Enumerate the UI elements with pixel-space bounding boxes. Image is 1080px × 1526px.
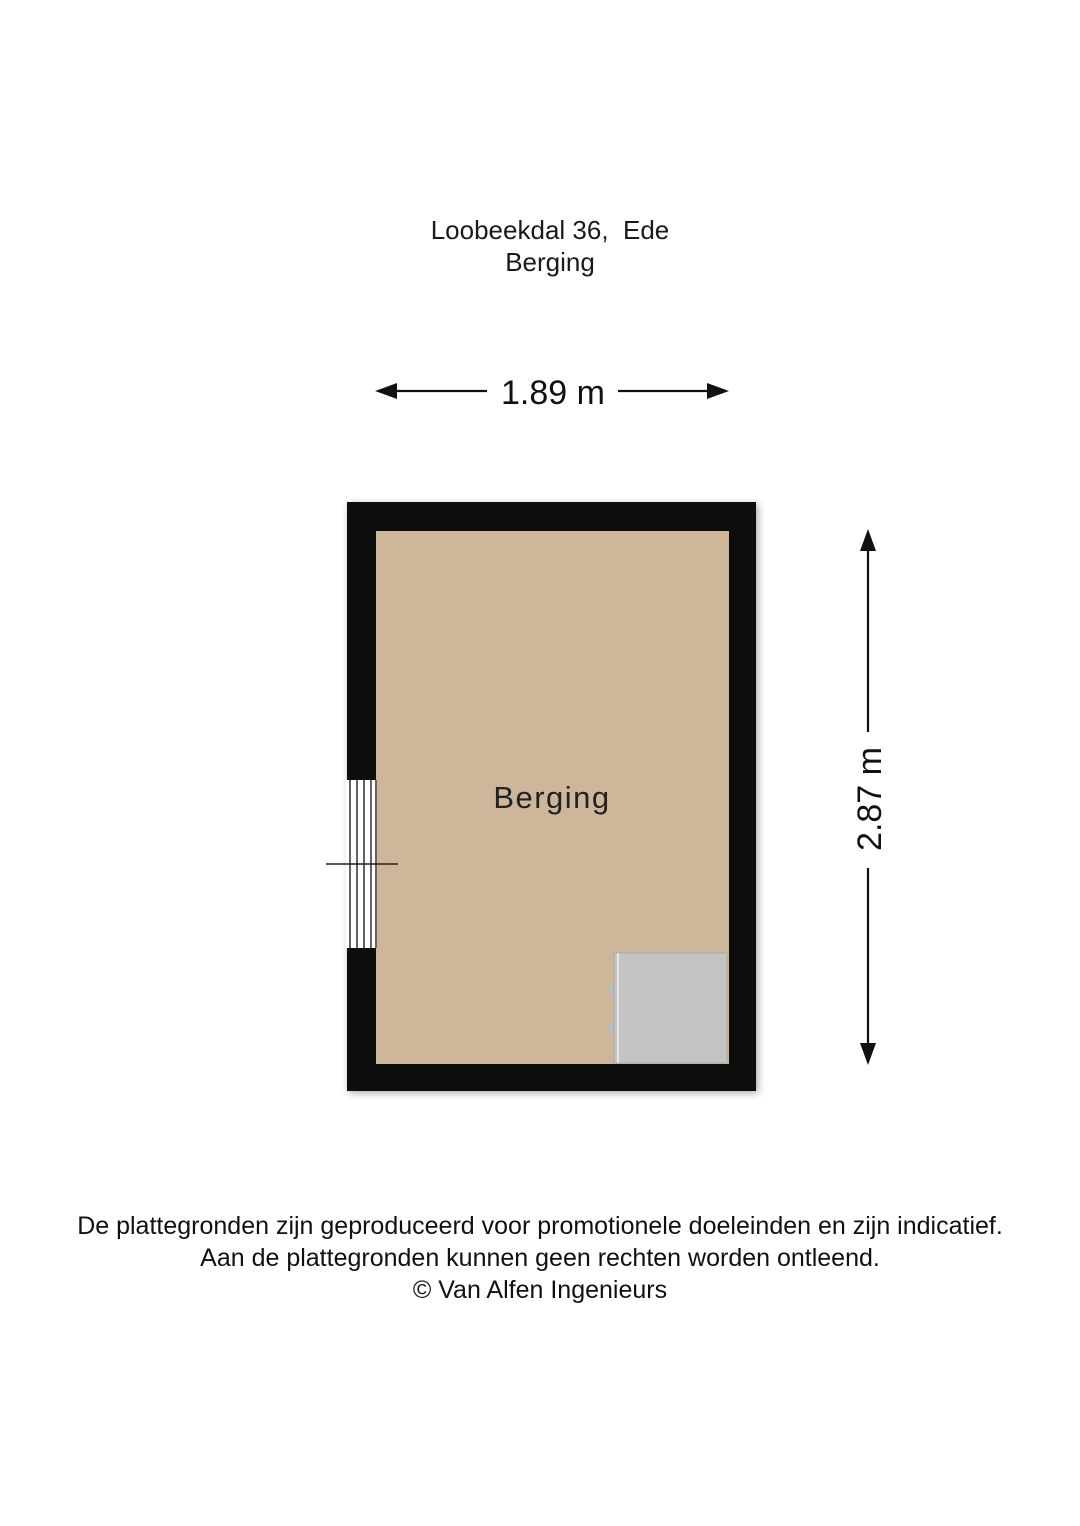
width-dimension [375, 374, 729, 412]
copyright: © Van Alfen Ingenieurs [412, 1276, 668, 1304]
appliance-handle [608, 985, 613, 995]
appliance [608, 953, 727, 1063]
arrow-left-icon [375, 383, 397, 399]
floor-subtitle: Berging [505, 247, 595, 277]
arrow-down-icon [860, 1043, 876, 1065]
width-dimension-label: 1.89 m [501, 374, 605, 412]
room-label: Berging [493, 780, 611, 815]
appliance-body [614, 953, 727, 1063]
appliance-handle [608, 1022, 613, 1032]
disclaimer-line-2: Aan de plattegronden kunnen geen rechten worden ontleend. [200, 1244, 880, 1272]
height-dimension-label: 2.87 m [851, 747, 889, 851]
arrow-right-icon [707, 383, 729, 399]
disclaimer-line-1: De plattegronden zijn geproduceerd voor promotionele doeleinden en zijn indicatief. [77, 1212, 1003, 1240]
disclaimer [0, 1210, 1080, 1306]
height-dimension [851, 529, 889, 1065]
address-title: Loobeekdal 36, Ede [430, 215, 670, 245]
arrow-up-icon [860, 529, 876, 551]
